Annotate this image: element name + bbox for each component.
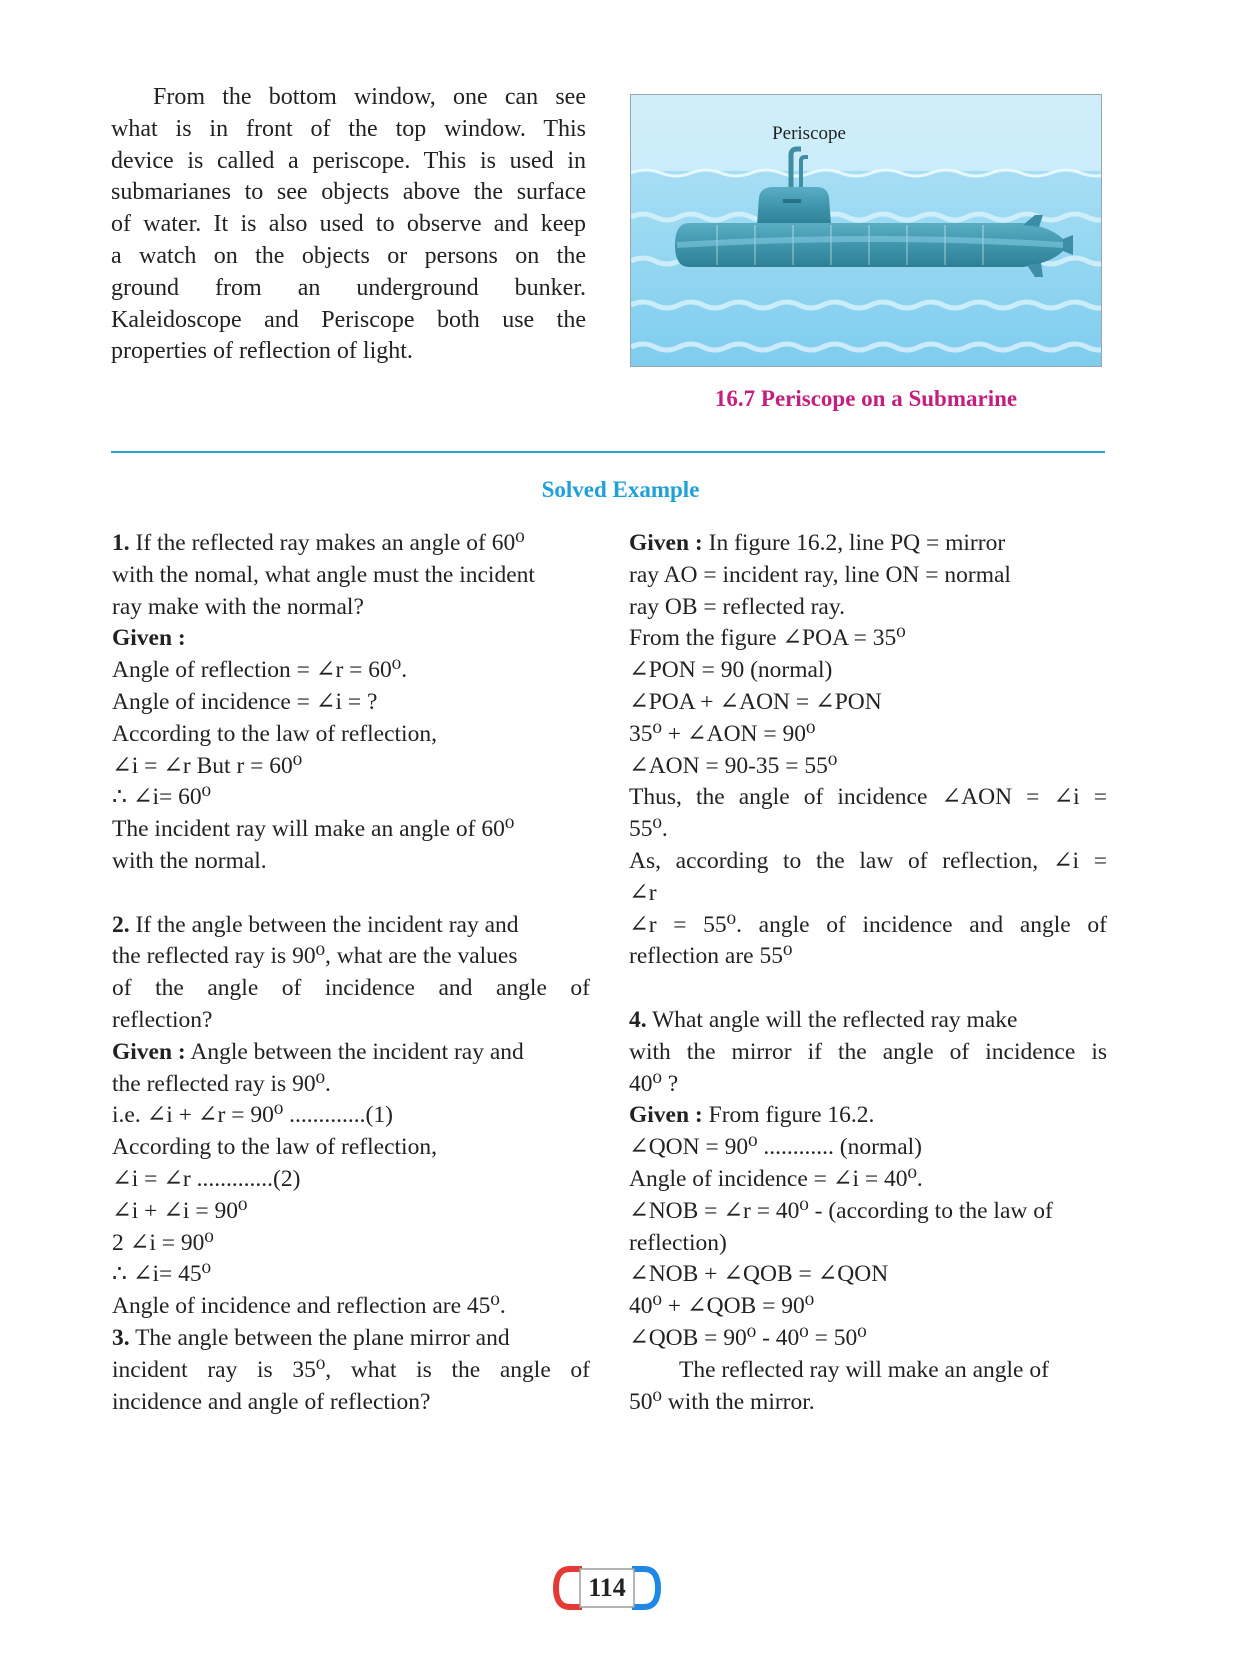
text-line: ray OB = reflected ray. xyxy=(629,593,845,620)
question-number: 2. xyxy=(112,911,130,938)
text-line: 50⁰ with the mirror. xyxy=(629,1388,815,1415)
text-line: Angle of reflection = ∠r = 60⁰. xyxy=(112,657,408,684)
given-line: Given : From figure 16.2. xyxy=(629,1102,875,1129)
text-line: 40⁰ ? xyxy=(629,1070,679,1097)
intro-line: properties of reflection of light. xyxy=(111,338,413,365)
text-line: with the nomal, what angle must the incident xyxy=(112,561,535,588)
text-line: ∴ ∠i= 60⁰ xyxy=(112,784,212,811)
text-line: ∠NOB = ∠r = 40⁰ - (according to the law of xyxy=(629,1197,1053,1224)
given-line: Given : In figure 16.2, line PQ = mirror xyxy=(629,530,1006,556)
left-column xyxy=(112,528,590,1418)
text-line: 40⁰ + ∠QOB = 90⁰ xyxy=(629,1293,815,1320)
intro-line: device is called a periscope. This is used in xyxy=(111,147,586,174)
text-line: The reflected ray will make an angle of xyxy=(679,1356,1049,1383)
text-line: i.e. ∠i + ∠r = 90⁰ .............(1) xyxy=(112,1102,393,1129)
intro-line: Kaleidoscope and Periscope both use the xyxy=(111,306,586,333)
intro-line: a watch on the objects or persons on the xyxy=(111,242,586,269)
text-line: ray AO = incident ray, line ON = normal xyxy=(629,561,1011,588)
figure-caption: 16.7 Periscope on a Submarine xyxy=(714,386,1018,411)
text-line: ∠NOB + ∠QOB = ∠QON xyxy=(629,1261,889,1288)
text-line: ∠PON = 90 (normal) xyxy=(629,657,833,684)
intro-line: submarianes to see objects above the surface xyxy=(111,179,586,206)
text-line: Angle of incidence = ∠i = 40⁰. xyxy=(629,1165,923,1192)
question-4: 4. What angle will the reflected ray make xyxy=(629,1006,1018,1033)
text-line: ∠i = ∠r .............(2) xyxy=(112,1165,301,1192)
text-line: reflection are 55⁰ xyxy=(629,943,793,970)
submarine-illustration xyxy=(631,95,1101,366)
question-number: 4. xyxy=(629,1006,647,1033)
text-line: Thus, the angle of incidence ∠AON = ∠i = xyxy=(629,784,1107,811)
question-2: 2. If the angle between the incident ray and xyxy=(112,911,519,938)
text-line: ∴ ∠i= 45⁰ xyxy=(112,1261,212,1288)
text-line: The incident ray will make an angle of 60⁰ xyxy=(112,816,515,843)
text-line: ∠QON = 90⁰ ............ (normal) xyxy=(629,1134,922,1161)
text-line: According to the law of reflection, xyxy=(112,720,437,747)
text-line: 55⁰. xyxy=(629,816,668,843)
text-line: ray make with the normal? xyxy=(112,593,364,620)
text-line: 2 ∠i = 90⁰ xyxy=(112,1229,214,1256)
text-line: ∠r xyxy=(629,879,657,906)
intro-line: From the bottom window, one can see xyxy=(153,84,586,110)
text-line: the reflected ray is 90⁰. xyxy=(112,1070,331,1097)
section-divider xyxy=(111,451,1105,453)
text-line: reflection) xyxy=(629,1229,727,1256)
text-line: reflection? xyxy=(112,1006,213,1033)
spacer xyxy=(629,973,1107,1005)
text-line: with the normal. xyxy=(112,847,267,874)
text-line: ∠POA + ∠AON = ∠PON xyxy=(629,688,882,715)
text-line: incidence and angle of reflection? xyxy=(112,1388,431,1415)
text-line: of the angle of incidence and angle of xyxy=(112,975,590,1002)
section-title: Solved Example xyxy=(541,477,700,502)
page-number: 114 xyxy=(588,1573,626,1602)
intro-line: ground from an underground bunker. xyxy=(111,274,586,301)
question-1: 1. If the reflected ray makes an angle of 60⁰ xyxy=(112,530,525,556)
text-line: ∠QOB = 90⁰ - 40⁰ = 50⁰ xyxy=(629,1324,867,1351)
text-line: with the mirror if the angle of incidence is xyxy=(629,1038,1107,1065)
submarine-figure xyxy=(630,94,1102,367)
text-line: As, according to the law of reflection, ∠i = xyxy=(629,847,1107,874)
question-number: 3. xyxy=(112,1324,130,1351)
given-heading: Given : xyxy=(112,625,186,652)
text-line: ∠r = 55⁰. angle of incidence and angle of xyxy=(629,911,1107,938)
intro-line: what is in front of the top window. This xyxy=(111,115,586,142)
periscope-label: Periscope xyxy=(772,123,846,144)
text-line: 35⁰ + ∠AON = 90⁰ xyxy=(629,720,816,747)
text-line: the reflected ray is 90⁰, what are the values xyxy=(112,943,518,970)
text-line: ∠AON = 90-35 = 55⁰ xyxy=(629,752,838,779)
given-line: Given : Angle between the incident ray and xyxy=(112,1038,524,1065)
text-line: Angle of incidence = ∠i = ? xyxy=(112,688,378,715)
text-line: From the figure ∠POA = 35⁰ xyxy=(629,625,906,652)
question-number: 1. xyxy=(112,530,130,556)
text-line: ∠i = ∠r But r = 60⁰ xyxy=(112,752,303,779)
text-line: ∠i + ∠i = 90⁰ xyxy=(112,1197,248,1224)
page-number-badge xyxy=(552,1565,662,1611)
text-line: According to the law of reflection, xyxy=(112,1134,437,1161)
intro-paragraph xyxy=(111,82,586,368)
text-line: incident ray is 35⁰, what is the angle of xyxy=(112,1356,590,1383)
question-3: 3. The angle between the plane mirror and xyxy=(112,1324,510,1351)
intro-line: of water. It is also used to observe and keep xyxy=(111,211,586,238)
spacer xyxy=(112,878,590,910)
right-column xyxy=(629,528,1107,1418)
text-line: Angle of incidence and reflection are 45⁰. xyxy=(112,1293,506,1320)
